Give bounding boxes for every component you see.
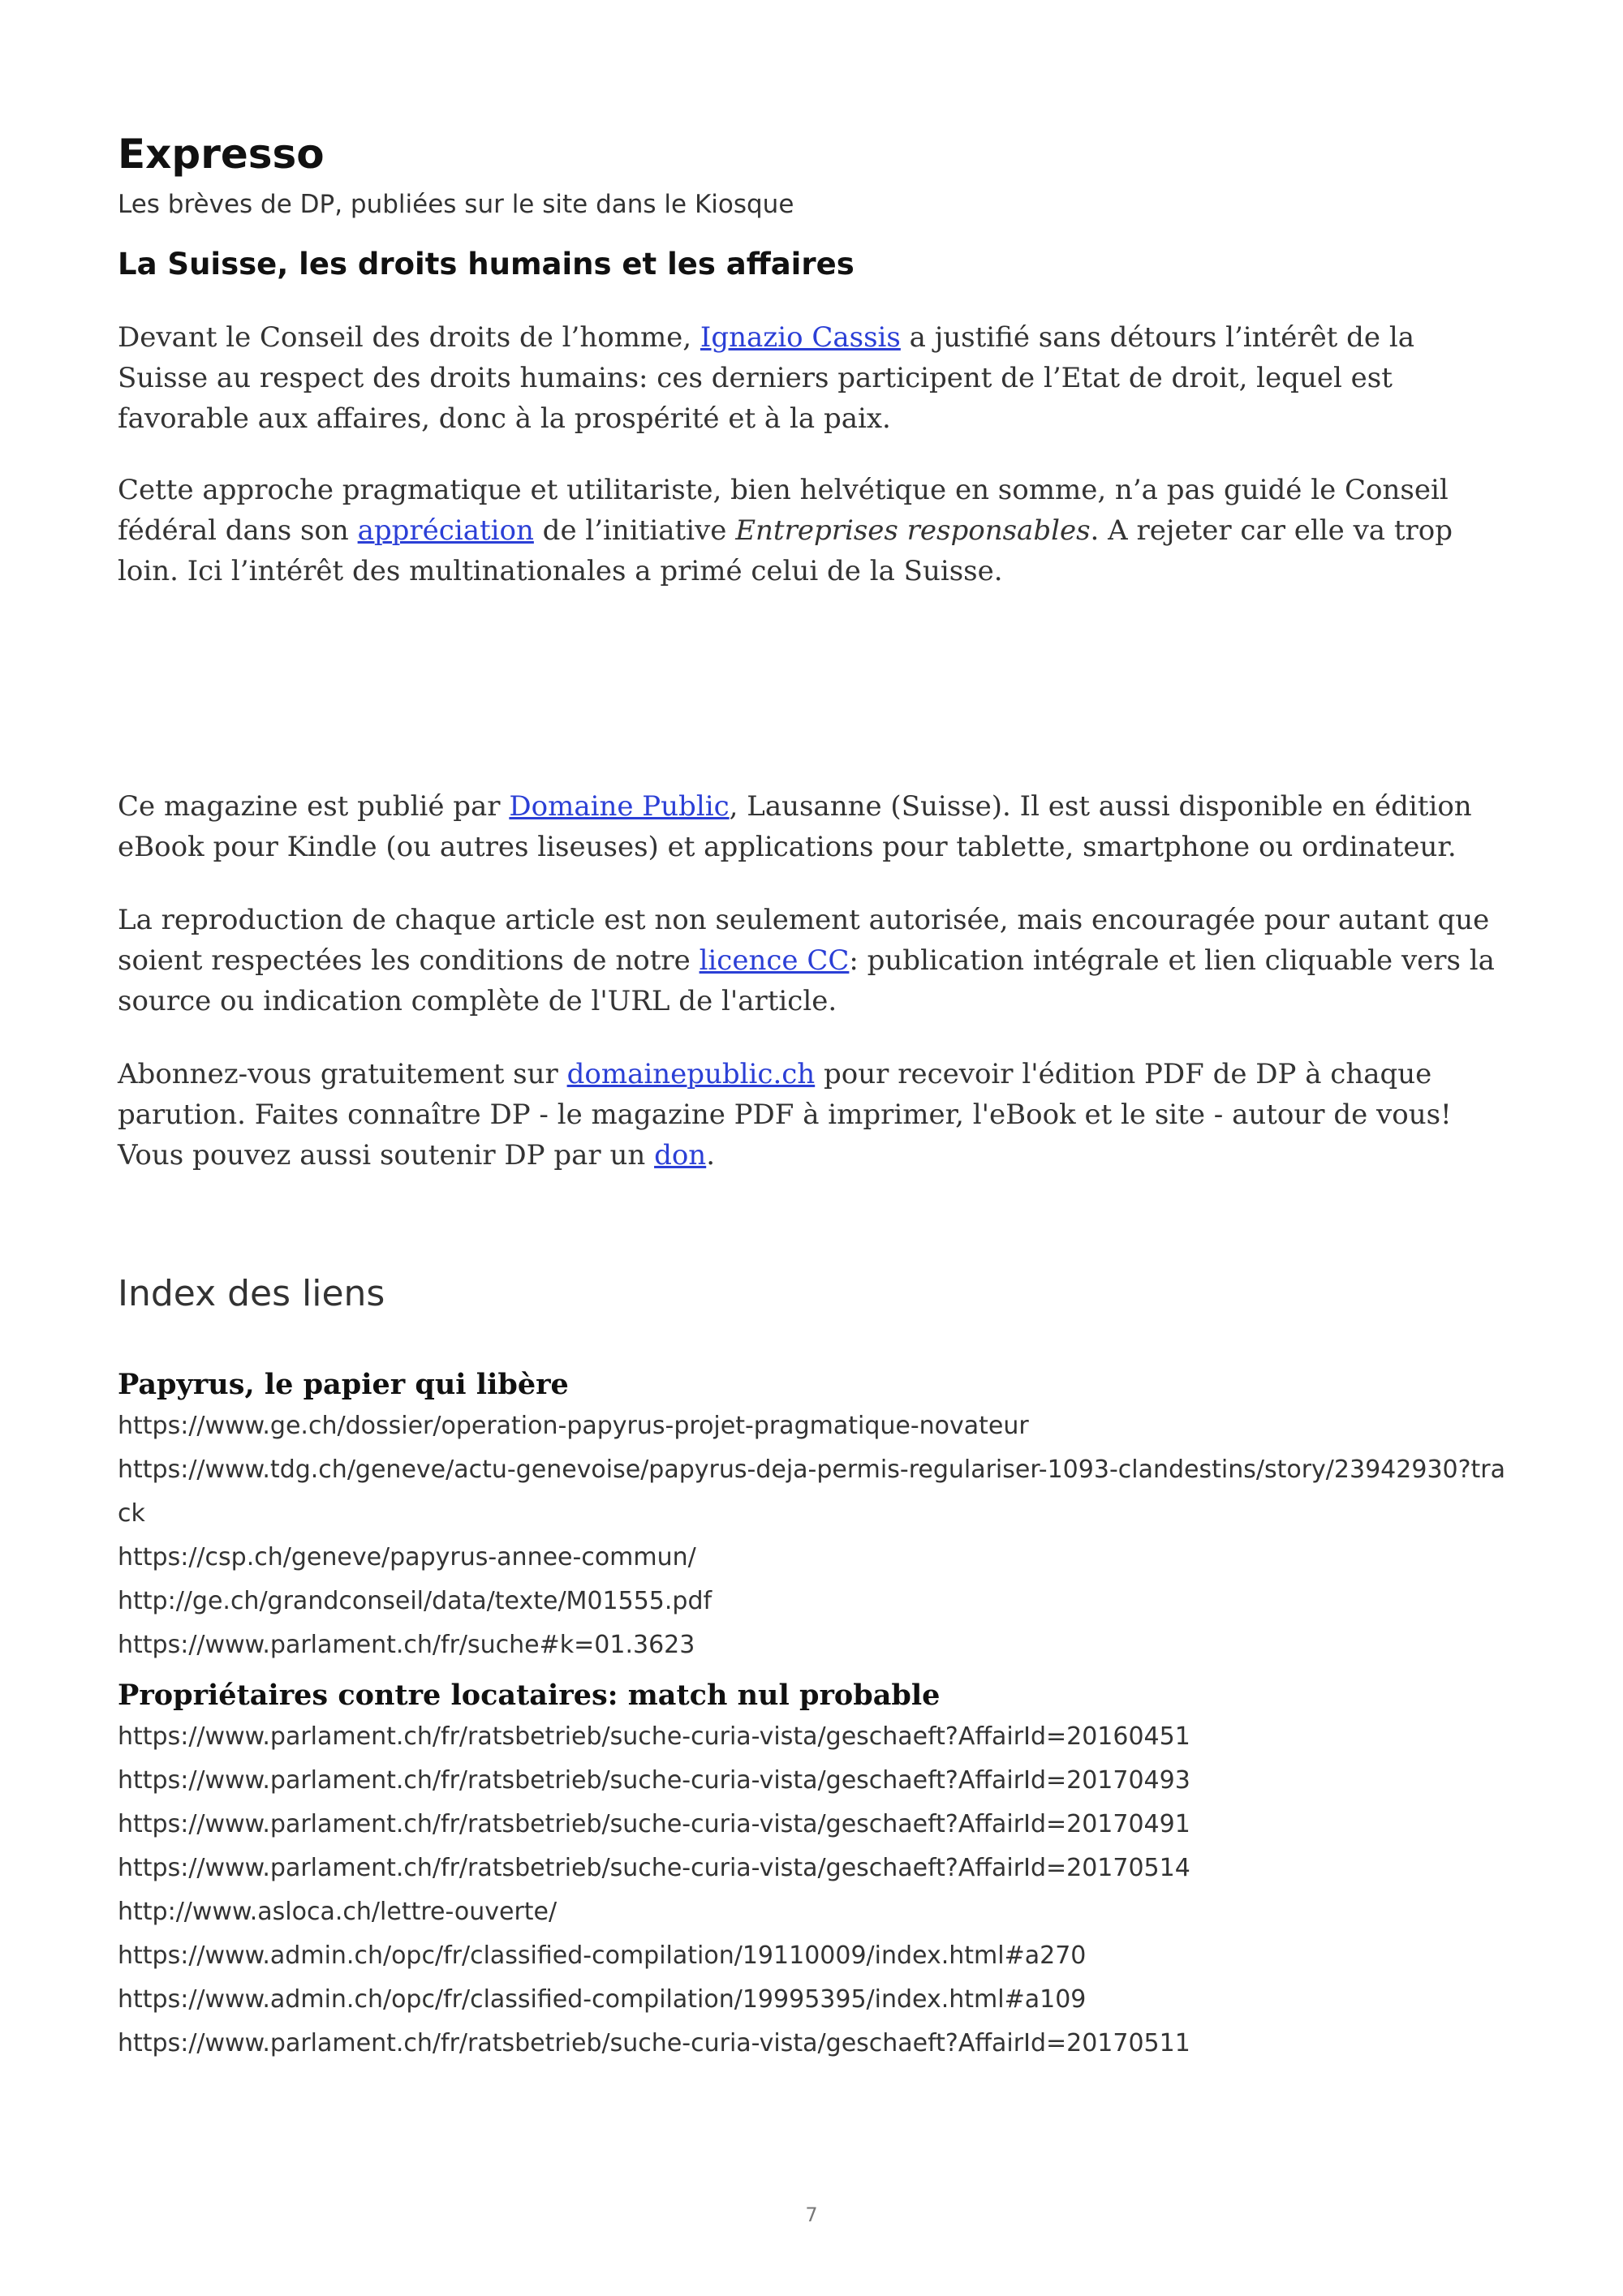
article-paragraph-1 — [118, 317, 1505, 439]
text-span: Cette approche pragmatique et utilitariste, bien helvétique en somme, n’a pas guidé le Conseil fédéral dans son — [118, 474, 1449, 547]
page — [118, 130, 1505, 2066]
link-domainepublic-ch[interactable]: domainepublic.ch — [566, 1058, 816, 1090]
index-url: https://www.ge.ch/dossier/operation-papyrus-projet-pragmatique-novateur — [118, 1412, 1029, 1440]
index-url: https://www.tdg.ch/geneve/actu-genevoise/papyrus-deja-permis-regulariser-1093-clandestins/story/23942930?track — [118, 1455, 1506, 1528]
index-url-list — [118, 1404, 1505, 1667]
index-url-list — [118, 1715, 1505, 2066]
link-ignazio-cassis[interactable]: Ignazio Cassis — [700, 321, 901, 354]
index-url: http://www.asloca.ch/lettre-ouverte/ — [118, 1898, 558, 1926]
text-span: : publication intégrale et lien cliquable vers la source ou indication complète de l'URL de l'article. — [118, 944, 1495, 1017]
index-url: https://www.parlament.ch/fr/suche#k=01.3623 — [118, 1631, 695, 1659]
section-subtitle: Les brèves de DP, publiées sur le site dans le Kiosque — [118, 190, 794, 219]
index-url: https://www.parlament.ch/fr/ratsbetrieb/suche-curia-vista/geschaeft?AffairId=20170493 — [118, 1766, 1190, 1795]
index-url: https://www.parlament.ch/fr/ratsbetrieb/suche-curia-vista/geschaeft?AffairId=20170491 — [118, 1810, 1190, 1838]
publisher-paragraph-2 — [118, 900, 1505, 1021]
link-appreciation[interactable]: appréciation — [357, 514, 534, 547]
text-span: . — [706, 1139, 716, 1172]
text-span: La reproduction de chaque article est non seulement autorisée, mais encouragée pour autant que soient respectées les conditions de notre — [118, 904, 1490, 977]
article-title: La Suisse, les droits humains et les affaires — [118, 247, 855, 282]
index-url: https://csp.ch/geneve/papyrus-annee-commun/ — [118, 1543, 696, 1572]
index-section-title: Propriétaires contre locataires: match nul probable — [118, 1679, 941, 1712]
link-don[interactable]: don — [654, 1139, 707, 1172]
index-url: https://www.parlament.ch/fr/ratsbetrieb/suche-curia-vista/geschaeft?AffairId=20170511 — [118, 2029, 1190, 2057]
text-span: . A rejeter car elle va trop loin. Ici l’intérêt des multinationales a primé celui de la Suisse. — [118, 514, 1453, 587]
text-span: a justifié sans détours l’intérêt de la Suisse au respect des droits humains: ces derniers participent de l’Etat de droit, lequel est favorable aux affaires, donc à la prospérité et à la paix. — [118, 321, 1414, 435]
link-domaine-public[interactable]: Domaine Public — [509, 790, 730, 823]
initiative-name: Entreprises responsables — [735, 514, 1091, 547]
text-span: , Lausanne (Suisse). Il est aussi disponible en édition eBook pour Kindle (ou autres liseuses) et applications pour tablette, smartphone ou ordinateur. — [118, 790, 1472, 863]
publisher-paragraph-1 — [118, 786, 1505, 867]
index-url: https://www.parlament.ch/fr/ratsbetrieb/suche-curia-vista/geschaeft?AffairId=20170514 — [118, 1854, 1190, 1882]
section-title-expresso: Expresso — [118, 131, 325, 178]
index-title: Index des liens — [118, 1273, 385, 1314]
index-section-title: Papyrus, le papier qui libère — [118, 1368, 569, 1401]
page-number: 7 — [805, 2204, 818, 2226]
index-url: http://ge.ch/grandconseil/data/texte/M01555.pdf — [118, 1587, 712, 1615]
text-span: Devant le Conseil des droits de l’homme, — [118, 321, 700, 354]
text-span: Abonnez-vous gratuitement sur — [118, 1058, 567, 1090]
text-span: de l’initiative — [533, 514, 736, 547]
publisher-paragraph-3 — [118, 1054, 1505, 1176]
article-paragraph-2 — [118, 470, 1505, 591]
index-url: https://www.admin.ch/opc/fr/classified-compilation/19110009/index.html#a270 — [118, 1941, 1087, 1970]
link-licence-cc[interactable]: licence CC — [699, 944, 850, 977]
text-span: pour recevoir l'édition PDF de DP à chaque parution. Faites connaître DP - le magazine PDF à imprimer, l'eBook et le site - autour de vous! Vous pouvez aussi soutenir DP par un — [118, 1058, 1452, 1172]
text-span: Ce magazine est publié par — [118, 790, 510, 823]
index-url: https://www.parlament.ch/fr/ratsbetrieb/suche-curia-vista/geschaeft?AffairId=20160451 — [118, 1722, 1190, 1751]
index-url: https://www.admin.ch/opc/fr/classified-compilation/19995395/index.html#a109 — [118, 1985, 1087, 2014]
